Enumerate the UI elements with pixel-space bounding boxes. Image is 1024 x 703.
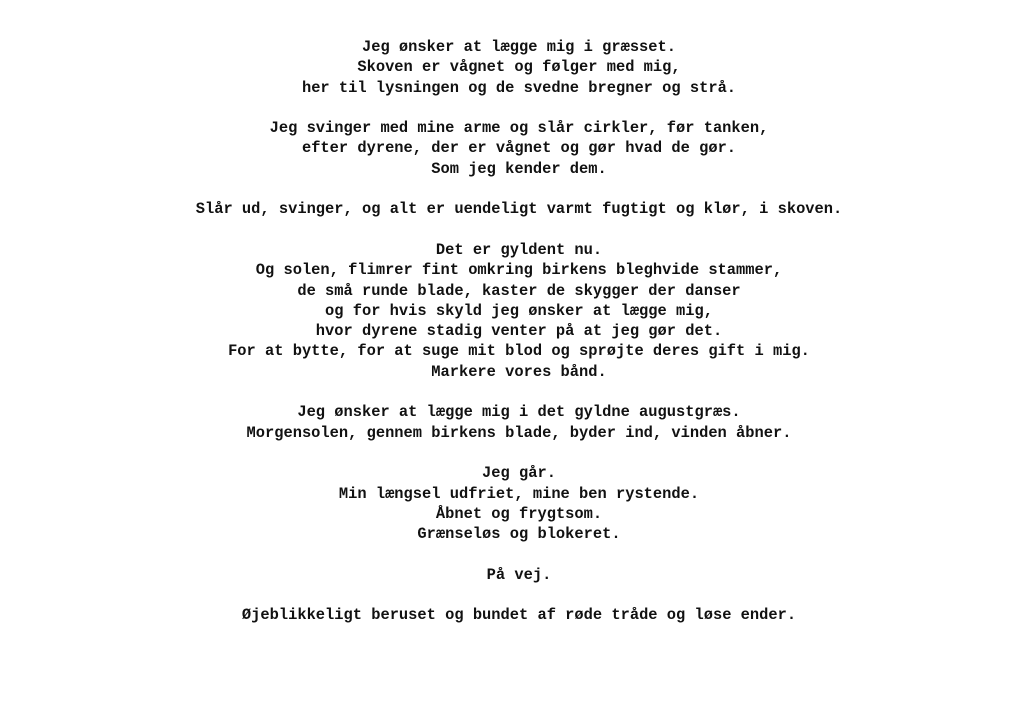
poem-line: For at bytte, for at suge mit blod og sprøjte deres gift i mig. xyxy=(228,342,810,361)
poem-line: efter dyrene, der er vågnet og gør hvad de gør. xyxy=(301,139,737,158)
poem-line: Morgensolen, gennem birkens blade, byder ind, vinden åbner. xyxy=(246,423,792,442)
stanza-4 xyxy=(0,240,1024,382)
poem xyxy=(0,37,1024,646)
stanza-3 xyxy=(0,199,1024,219)
poem-line: og for hvis skyld jeg ønsker at lægge mig, xyxy=(325,301,713,320)
poem-line: Og solen, flimrer fint omkring birkens bleghvide stammer, xyxy=(255,261,783,280)
poem-line: Som jeg kender dem. xyxy=(431,159,607,178)
stanza-5 xyxy=(0,402,1024,443)
poem-line: På vej. xyxy=(486,565,552,584)
stanza-7 xyxy=(0,565,1024,585)
stanza-2 xyxy=(0,118,1024,179)
poem-line: Skoven er vågnet og følger med mig, xyxy=(357,58,681,77)
poem-line: Min længsel udfriet, mine ben rystende. xyxy=(338,484,700,503)
poem-line: hvor dyrene stadig venter på at jeg gør det. xyxy=(315,322,723,341)
stanza-1 xyxy=(0,37,1024,98)
poem-line: her til lysningen og de svedne bregner og strå. xyxy=(301,78,737,97)
poem-line: de små runde blade, kaster de skygger der danser xyxy=(297,281,741,300)
stanza-8 xyxy=(0,605,1024,625)
poem-line: Jeg svinger med mine arme og slår cirkler, før tanken, xyxy=(269,119,769,138)
poem-line: Åbnet og frygtsom. xyxy=(435,504,603,523)
poem-line: Jeg ønsker at lægge mig i det gyldne augustgræs. xyxy=(297,403,741,422)
poem-line: Grænseløs og blokeret. xyxy=(417,525,621,544)
poem-line: Jeg ønsker at lægge mig i græsset. xyxy=(361,38,677,56)
poem-line: Slår ud, svinger, og alt er uendeligt varmt fugtigt og klør, i skoven. xyxy=(195,200,843,219)
poem-line: Markere vores bånd. xyxy=(431,362,607,381)
poem-line: Jeg går. xyxy=(482,464,556,483)
poem-line: Øjeblikkeligt beruset og bundet af røde tråde og løse ender. xyxy=(241,606,797,625)
stanza-6 xyxy=(0,463,1024,544)
poem-line: Det er gyldent nu. xyxy=(435,240,603,259)
